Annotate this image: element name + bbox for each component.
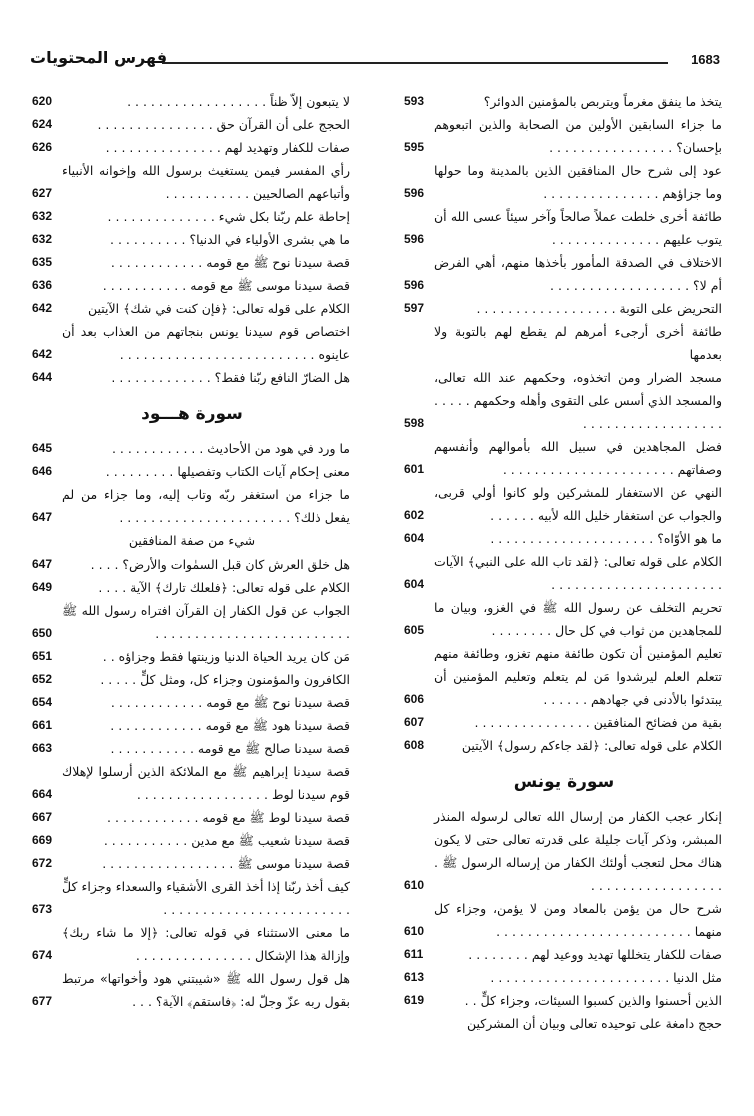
toc-entry-text: تعليم المؤمنين أن تكون طائفة منهم تغزو، وطائفة منهم تتعلم العلم ليرشدوا مَن لم يتعلم وتعليم المؤمنين أن يبتدئوا بالأدنى في جهادهم . . . . . .: [434, 646, 722, 707]
toc-entry-text: قصة سيدنا نوح ﷺ مع قومه . . . . . . . . . . . .: [110, 255, 350, 270]
toc-entry: [32, 251, 352, 274]
toc-entry-text: الكلام على قوله تعالى: ﴿فلعلك تارك﴾ الآية . . . .: [98, 580, 350, 595]
toc-entry-page: 627: [32, 186, 53, 200]
toc-entry-page: 674: [32, 948, 53, 962]
toc-entry-page: 635: [32, 255, 53, 269]
toc-entry: [404, 481, 724, 527]
toc-entry: [32, 437, 352, 460]
toc-entry: [32, 852, 352, 875]
toc-entry: [404, 297, 724, 320]
toc-entry-text: الكلام على قوله تعالى: ﴿لقد جاءكم رسول﴾ الآيتين: [461, 738, 722, 753]
toc-entry-text: اختصاص قوم سيدنا يونس بنجاتهم من العذاب بعد أن عاينوه . . . . . . . . . . . . . . . . . . . . . . . . .: [62, 324, 350, 362]
toc-entry-page: 644: [32, 370, 53, 384]
toc-entry: [404, 90, 724, 113]
section-heading-hud: سورة هـــود: [141, 404, 243, 424]
toc-entry-page: 597: [404, 301, 425, 315]
page-header: [30, 42, 720, 72]
left-entries-middle: [32, 437, 352, 529]
left-entries-bottom: [32, 553, 352, 1013]
toc-entry: [32, 875, 352, 921]
toc-entry-page: 606: [404, 692, 425, 706]
section-heading-yunus: سورة يونس: [513, 772, 615, 792]
subheading-munafiqin: شيء من صفة المنافقين: [128, 533, 256, 548]
toc-entry-page: 607: [404, 715, 425, 729]
toc-entry: [32, 691, 352, 714]
toc-entry-page: 652: [32, 672, 53, 686]
toc-entry-page: 647: [32, 557, 53, 571]
toc-entry-text: قصة سيدنا صالح ﷺ مع قومه . . . . . . . . . . .: [110, 741, 350, 756]
toc-entry: [32, 366, 352, 389]
toc-entry: [404, 596, 724, 642]
toc-entry-page: 673: [32, 902, 53, 916]
toc-entry: [32, 921, 352, 967]
toc-entry-page: 601: [404, 462, 425, 476]
toc-entry-page: 642: [32, 301, 53, 315]
toc-entry-text: التحريض على التوبة . . . . . . . . . . . . . . . . . .: [476, 301, 722, 316]
toc-entry-text: عود إلى شرح حال المنافقين الذين بالمدينة وما حولها وما جزاؤهم . . . . . . . . . . . . . . .: [434, 163, 722, 201]
toc-entry: [32, 714, 352, 737]
toc-entry-text: الاختلاف في الصدقة المأمور بأخذها منهم، أهي الفرض أم لا؟ . . . . . . . . . . . . . . . . . .: [434, 255, 722, 293]
toc-entry-text: قصة سيدنا لوط ﷺ مع قومه . . . . . . . . . . . .: [107, 810, 350, 825]
toc-entry: [32, 645, 352, 668]
toc-entry: [404, 1012, 724, 1035]
toc-entry-page: 626: [32, 140, 53, 154]
toc-entry-text: بقية من فضائح المنافقين . . . . . . . . . . . . . . .: [474, 715, 722, 730]
left-entries-top: [32, 90, 352, 389]
toc-entry: [32, 668, 352, 691]
toc-entry-text: ما هو الأوّاه؟ . . . . . . . . . . . . . . . . . . . . .: [490, 531, 722, 546]
toc-entry-text: قصة سيدنا شعيب ﷺ مع مدين . . . . . . . . . . .: [103, 833, 350, 848]
toc-entry: [32, 483, 352, 529]
toc-entry: [32, 90, 352, 113]
toc-entry-text: هل الضارّ النافع ربّنا فقط؟ . . . . . . . . . . . . .: [111, 370, 350, 385]
toc-entry-text: رأي المفسر فيمن يستغيث برسول الله وإخوانه الأنبياء وأتباعهم الصالحيين . . . . . . . . . . .: [62, 163, 350, 201]
toc-entry-page: 651: [32, 649, 53, 663]
toc-entry: [32, 737, 352, 760]
toc-entry-page: 664: [32, 787, 53, 801]
header-rule: [162, 62, 668, 64]
toc-entry: [404, 943, 724, 966]
toc-entry-page: 646: [32, 464, 53, 478]
toc-entry-text: مثل الدنيا . . . . . . . . . . . . . . . . . . . . . . .: [490, 970, 722, 985]
toc-entry-text: الكلام على قوله تعالى: ﴿لقد تاب الله على النبي﴾ الآيات . . . . . . . . . . . . . . . . . . . . . .: [434, 554, 722, 592]
toc-entry: [32, 599, 352, 645]
toc-entry-text: هل قول رسول الله ﷺ «شيبتني هود وأخواتها» مرتبط بقول ربه عزّ وجلّ له: ﴿فاستقم﴾ الآية؟ . . .: [62, 971, 350, 1009]
toc-entry: [32, 159, 352, 205]
toc-entry-text: لا يتبعون إلاّ ظناً . . . . . . . . . . . . . . . . . .: [127, 94, 350, 109]
toc-entry-page: 667: [32, 810, 53, 824]
toc-entry-page: 610: [404, 924, 425, 938]
toc-entry-text: ما معنى الاستثناء في قوله تعالى: ﴿إلا ما شاء ربك﴾ وإزالة هذا الإشكال . . . . . . . . . . . . . . .: [62, 925, 350, 963]
toc-entry-text: قصة سيدنا نوح ﷺ مع قومه . . . . . . . . . . . .: [110, 695, 350, 710]
toc-entry-text: طائفة أخرى أرجىء أمرهم لم يقطع لهم بالتوبة ولا بعدمها: [434, 324, 722, 362]
toc-entry-page: 605: [404, 623, 425, 637]
toc-entry-text: شرح حال من يؤمن بالمعاد ومن لا يؤمن، وجزاء كل منهما . . . . . . . . . . . . . . . . . . . . . . . . .: [434, 901, 722, 939]
toc-entry-page: 608: [404, 738, 425, 752]
toc-entry-page: 624: [32, 117, 53, 131]
toc-entry-page: 604: [404, 531, 425, 545]
toc-entry: [32, 297, 352, 320]
toc-entry: [32, 228, 352, 251]
toc-entry-page: 672: [32, 856, 53, 870]
toc-entry-page: 596: [404, 232, 425, 246]
toc-entry: [32, 205, 352, 228]
toc-entry-text: الكلام على قوله تعالى: ﴿فإن كنت في شك﴾ الآيتين: [87, 301, 350, 316]
toc-entry: [32, 576, 352, 599]
toc-entry-page: 613: [404, 970, 425, 984]
toc-entry: [32, 136, 352, 159]
toc-entry-text: النهي عن الاستغفار للمشركين ولو كانوا أولي قربى، والجواب عن استغفار خليل الله لأبيه . . . . . .: [434, 485, 722, 523]
toc-entry: [32, 113, 352, 136]
toc-entry-page: 632: [32, 209, 53, 223]
toc-entry: [32, 274, 352, 297]
toc-entry-page: 669: [32, 833, 53, 847]
toc-entry: [404, 897, 724, 943]
toc-entry: [32, 553, 352, 576]
toc-entry: [404, 435, 724, 481]
toc-entry-text: قصة سيدنا موسى ﷺ . . . . . . . . . . . . . . . . .: [102, 856, 350, 871]
toc-entry-text: يتخذ ما ينفق مغرماً ويتربص بالمؤمنين الدوائر؟: [483, 94, 722, 109]
toc-entry-page: 654: [32, 695, 53, 709]
toc-entry-text: مسجد الضرار ومن اتخذوه، وحكمهم عند الله تعالى، والمسجد الذي أسس على التقوى وأهله وحكمهم . . . . . . . . . . . . . . . . . . . . . . .: [434, 370, 722, 431]
toc-entry-text: صفات للكفار وتهديد لهم . . . . . . . . . . . . . . .: [105, 140, 350, 155]
toc-entry-page: 661: [32, 718, 53, 732]
toc-entry: [32, 320, 352, 366]
toc-entry-text: الذين أحسنوا والذين كسبوا السيئات، وجزاء كلٍّ . .: [464, 993, 722, 1008]
toc-entry-text: قصة سيدنا موسى ﷺ مع قومه . . . . . . . . . . .: [102, 278, 350, 293]
toc-entry: [404, 159, 724, 205]
toc-entry-text: ما جزاء السابقين الأولين من الصحابة والذين اتبعوهم بإحسان؟ . . . . . . . . . . . . . . . .: [434, 117, 722, 155]
toc-entry-text: ما جزاء من استغفر ربّه وتاب إليه، وما جزاء من لم يفعل ذلك؟ . . . . . . . . . . . . . . . . . . . . . .: [62, 487, 350, 525]
toc-entry-text: هل خلق العرش كان قبل السمٰوات والأرض؟ . . . .: [90, 557, 350, 572]
toc-entry-page: 596: [404, 186, 425, 200]
toc-entry-page: 593: [404, 94, 425, 108]
toc-entry-page: 595: [404, 140, 425, 154]
toc-entry-page: 647: [32, 510, 53, 524]
toc-entry-text: قصة سيدنا إبراهيم ﷺ مع الملائكة الذين أرسلوا لإهلاك قوم سيدنا لوط . . . . . . . . . . . . . . . . .: [62, 764, 350, 802]
toc-entry: [404, 527, 724, 550]
toc-entry: [404, 989, 724, 1012]
toc-entry: [32, 760, 352, 806]
toc-entry: [404, 320, 724, 366]
toc-entry-page: 642: [32, 347, 53, 361]
toc-entry-page: 650: [32, 626, 53, 640]
toc-entry: [404, 366, 724, 435]
toc-entry-text: إنكار عجب الكفار من إرسال الله تعالى لرسوله المنذر المبشر، وذكر آيات جليلة على قدرته تعالى حتى لا يكون هناك محل لتعجب أولئك الكفار من إرساله الرسول ﷺ . . . . . . . . . . . . . . . . . .: [434, 809, 722, 893]
toc-entry-page: 619: [404, 993, 425, 1007]
toc-entry-text: الكافرون والمؤمنون وجزاء كل، ومثل كلٍّ . . . . .: [100, 672, 350, 687]
toc-entry-text: كيف أخذ ربّنا إذا أخذ القرى الأشقياء والسعداء وجزاء كلٍّ . . . . . . . . . . . . . . . . . . . . . . . .: [62, 879, 350, 917]
toc-entry-page: 610: [404, 878, 425, 892]
toc-entry-page: 602: [404, 508, 425, 522]
toc-entry: [404, 642, 724, 711]
toc-entry: [404, 805, 724, 897]
toc-entry: [404, 711, 724, 734]
toc-entry-text: ما ورد في هود من الأحاديث . . . . . . . . . . . .: [111, 441, 350, 456]
toc-entry-text: مَن كان يريد الحياة الدنيا وزينتها فقط وجزاؤه . .: [102, 649, 350, 664]
toc-entry-text: معنى إحكام آيات الكتاب وتفصيلها . . . . . . . . .: [105, 464, 350, 479]
toc-entry-page: 677: [32, 994, 53, 1008]
right-entries-top: [404, 90, 724, 757]
toc-entry-page: 611: [404, 947, 424, 961]
toc-entry-text: الجواب عن قول الكفار إن القرآن افتراه رسول الله ﷺ . . . . . . . . . . . . . . . . . . . . . . . . .: [62, 603, 350, 641]
toc-entry-text: الحجج على أن القرآن حق . . . . . . . . . . . . . . .: [97, 117, 350, 132]
toc-entry: [404, 966, 724, 989]
toc-entry-page: 636: [32, 278, 53, 292]
toc-entry: [32, 829, 352, 852]
toc-entry: [404, 251, 724, 297]
toc-entry-text: صفات للكفار يتخللها تهديد ووعيد لهم . . . . . . . .: [468, 947, 722, 962]
toc-entry-page: 604: [404, 577, 425, 591]
toc-entry-text: تحريم التخلف عن رسول الله ﷺ في الغزو، وبيان ما للمجاهدين من ثواب في كل حال . . . . . . . .: [434, 600, 722, 638]
toc-entry-text: قصة سيدنا هود ﷺ مع قومه . . . . . . . . . . . .: [110, 718, 350, 733]
toc-entry-text: حجج دامغة على توحيده تعالى وبيان أن المشركين: [467, 1016, 722, 1031]
toc-entry-text: طائفة أخرى خلطت عملاً صالحاً وآخر سيئاً عسى الله أن يتوب عليهم . . . . . . . . . . . . . .: [434, 209, 722, 247]
toc-entry-text: إحاطة علم ربّنا بكل شيء . . . . . . . . . . . . . .: [107, 209, 350, 224]
header-title: فهرس المحتويات: [30, 48, 168, 67]
toc-entry-page: 598: [404, 416, 425, 430]
toc-entry-page: 620: [32, 94, 53, 108]
toc-entry-page: 632: [32, 232, 53, 246]
left-column: [32, 90, 352, 1013]
toc-entry-text: ما هي بشرى الأولياء في الدنيا؟ . . . . . . . . . .: [110, 232, 350, 247]
toc-entry: [404, 734, 724, 757]
toc-entry-page: 645: [32, 441, 53, 455]
right-column: [404, 90, 724, 1035]
toc-entry: [32, 806, 352, 829]
toc-entry: [404, 550, 724, 596]
right-entries-bottom: [404, 805, 724, 1035]
toc-entry: [32, 460, 352, 483]
toc-entry-text: فضل المجاهدين في سبيل الله بأموالهم وأنفسهم وصفاتهم . . . . . . . . . . . . . . . . . . . . . .: [434, 439, 722, 477]
toc-entry-page: 663: [32, 741, 53, 755]
toc-entry-page: 649: [32, 580, 53, 594]
toc-entry: [404, 113, 724, 159]
toc-entry: [32, 967, 352, 1013]
page-number: 1683: [691, 52, 720, 67]
toc-entry-page: 596: [404, 278, 425, 292]
toc-entry: [404, 205, 724, 251]
